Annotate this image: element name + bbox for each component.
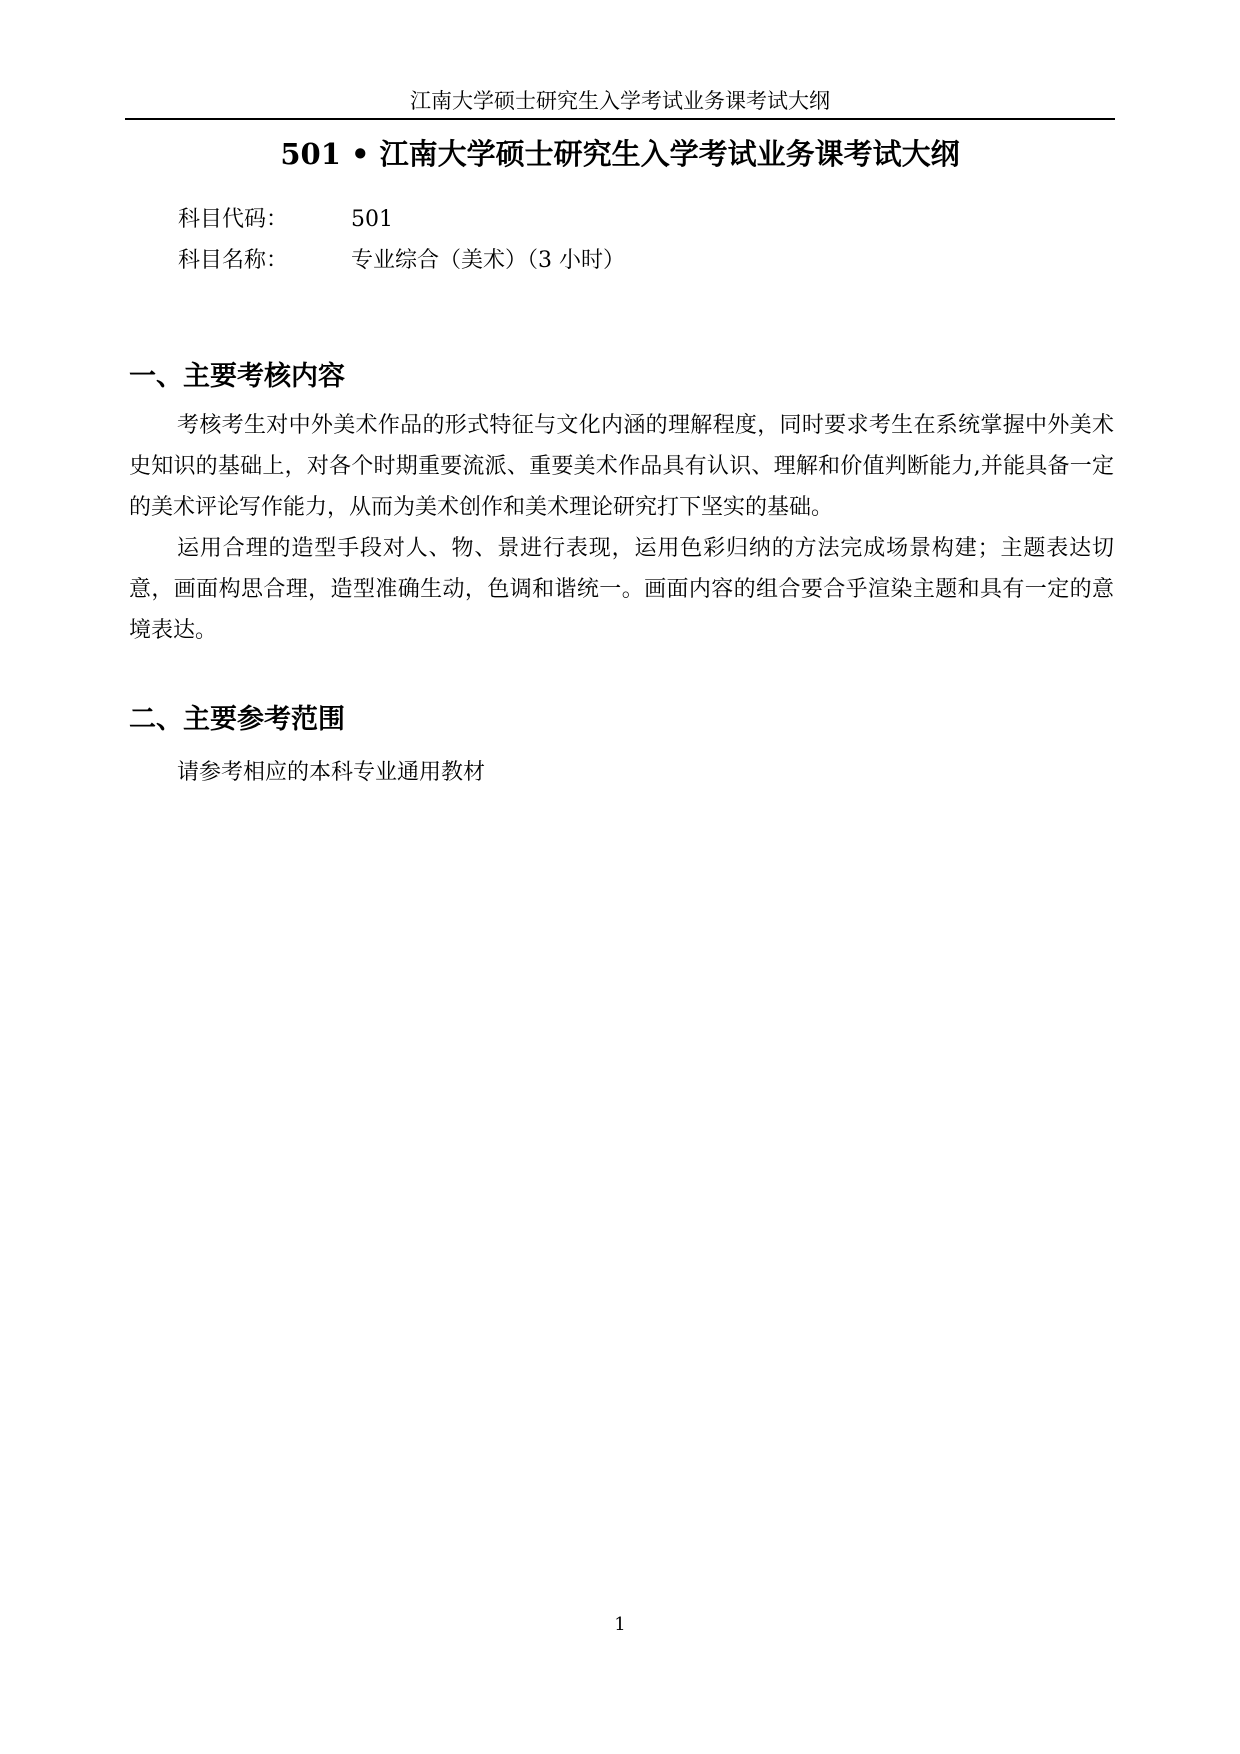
subject-code-value: 501 xyxy=(351,207,393,232)
running-header: 江南大学硕士研究生入学考试业务课考试大纲 xyxy=(410,89,830,113)
document-title: 501 • 江南大学硕士研究生入学考试业务课考试大纲 xyxy=(280,137,960,171)
section-heading-references: 二、主要参考范围 xyxy=(129,704,345,735)
subject-name-label: 科目名称： xyxy=(178,248,289,273)
subject-code-label: 科目代码： xyxy=(178,207,289,232)
page-number: 1 xyxy=(614,1614,626,1635)
section-paragraph: 运用合理的造型手段对人、物、景进行表现，运用色彩归纳的方法完成场景构建；主题表达切意，画面构思合理，造型准确生动，色调和谐统一。画面内容的组合要合乎渲染主题和具有一定的意境表达。 xyxy=(129,536,1114,643)
header-divider xyxy=(125,118,1115,120)
section-paragraph: 请参考相应的本科专业通用教材 xyxy=(177,760,486,785)
section-heading-main-content: 一、主要考核内容 xyxy=(129,361,345,392)
subject-name-row xyxy=(178,246,625,276)
subject-code-row xyxy=(178,205,393,235)
subject-name-value: 专业综合（美术）（3 小时） xyxy=(351,248,625,273)
section-paragraph: 考核考生对中外美术作品的形式特征与文化内涵的理解程度，同时要求考生在系统掌握中外美术史知识的基础上，对各个时期重要流派、重要美术作品具有认识、理解和价值判断能力,并能具备一定的美术评论写作能力，从而为美术创作和美术理论研究打下坚实的基础。 xyxy=(129,413,1114,520)
